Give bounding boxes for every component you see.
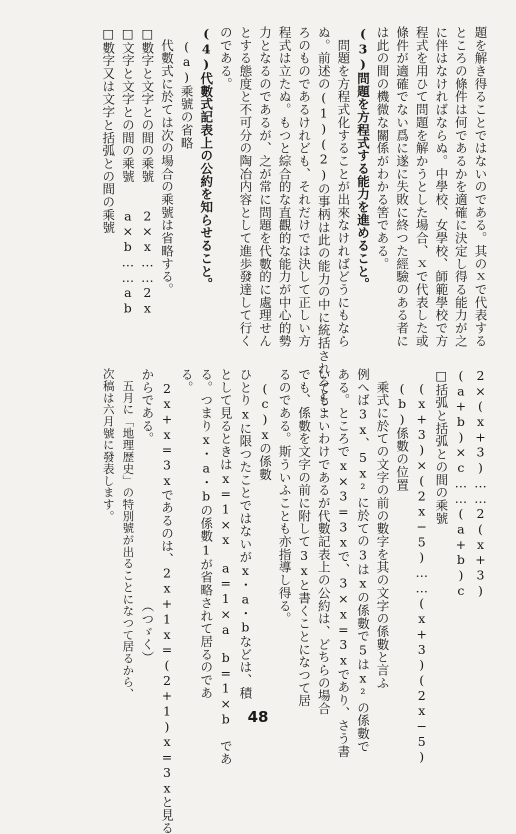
list-item: □文字と文字との間の乘號 a×b……ab — [120, 26, 136, 316]
text-line: ところの條件は何であるかを適確に決定し得る能力が之 — [453, 26, 469, 348]
text-line: 2x+x=3xであるのは、2x+1x=(2+1)x=3xと見る — [159, 368, 175, 834]
text-line: ろのものであるけれども、それだけでは決して正しい方 — [296, 26, 312, 348]
page-number: 48 — [247, 708, 269, 726]
text-line: 乘式に於ての文字の前の數字を其の文字の係數と言ふ — [375, 368, 391, 690]
upper-text-column — [98, 26, 490, 414]
text-line: に伴はなければならぬ。中學校、女學校、師範學校で方 — [433, 26, 449, 348]
text-line: 程式は立たぬ。もつと綜合的な直觀的な能力が中心的勢 — [277, 26, 293, 348]
text-line: とする態度と不可分の陶冶内容として進歩發達して行く — [237, 26, 253, 348]
section-heading: (4)代數式記表上の公約を知らせること。 — [198, 26, 214, 291]
formula-line: 2×(x+3)……2(x+3) — [473, 368, 488, 599]
text-line: 代數式に於ては次の場合の乘號は省略する。 — [159, 26, 175, 296]
subsection-heading: (b)係數の位置 — [394, 368, 410, 492]
text-line: る。 — [179, 368, 195, 394]
text-line: いてもよいわけであるが代數記表上の公約は、どちらの場合 — [316, 368, 332, 715]
list-item: □括弧と括弧との間の乘號 — [433, 368, 449, 525]
editorial-note: 次稿は六月號に發表します。 — [101, 368, 116, 523]
text-line: 問題を方程式化することが出來なければどうにもなら — [335, 26, 351, 348]
text-line: 條件が適確でない爲に遂に失敗に終つた經驗のある者に — [394, 26, 410, 348]
text-line: は此の間の機微な關係がわかる筈である。 — [375, 26, 391, 271]
text-line: でも、係數を文字の前に附して3xと書くことになつて居 — [296, 368, 312, 708]
text-line: のである。 — [218, 26, 234, 91]
text-line: 力となるのであるが、之が常に問題を代數的に處理せん — [257, 26, 273, 348]
text-line: ぬ。前述の(1)(2)の事柄は此の能力の中に統括されるとこ — [316, 26, 332, 414]
text-line: からである。 （つゞく） — [139, 368, 155, 664]
section-heading: (3)問題を方程式する能力を進めること。 — [355, 26, 371, 291]
text-line: 例へば3x、5x²に於ての3はxの係數で5はx²の係數で — [355, 368, 371, 753]
subsection-heading: (a)乘號の省略 — [179, 26, 195, 150]
text-line: ある。ところでx×3=3xで、3×x=3xであり、さう書 — [335, 368, 351, 758]
formula-line: (a+b)×c……(a+b)c — [453, 368, 469, 599]
text-line: ひとりxに限つたことではないがx・a・bなどは、積 — [237, 368, 253, 700]
list-item: □數字又は文字と括弧との間の乘號 — [100, 26, 116, 235]
text-line: として見るときはx=1×x a=1×a b=1×b であ — [218, 368, 234, 766]
text-line: 程式を用ひて問題を解かうとした場合、ｘで代表した或 — [414, 26, 430, 348]
editorial-note: 五月に「地理歴史」の特別號が出ることになつて居るから、 — [121, 368, 136, 700]
text-line: るのである。斯ういふことも亦指導し得る。 — [277, 368, 293, 625]
formula-line: (x+3)×(2x−5)……(x+3)(2x−5) — [414, 368, 430, 765]
text-line: 題を解き得ることではないのである。其のｘで代表する — [473, 26, 488, 348]
list-item: □數字と文字との間の乘號 2×x……2x — [139, 26, 155, 316]
subsection-heading: (c)xの係數 — [257, 368, 273, 481]
text-line: る。つまりx・a・bの係數1が省略されて居るのであ — [198, 368, 214, 700]
